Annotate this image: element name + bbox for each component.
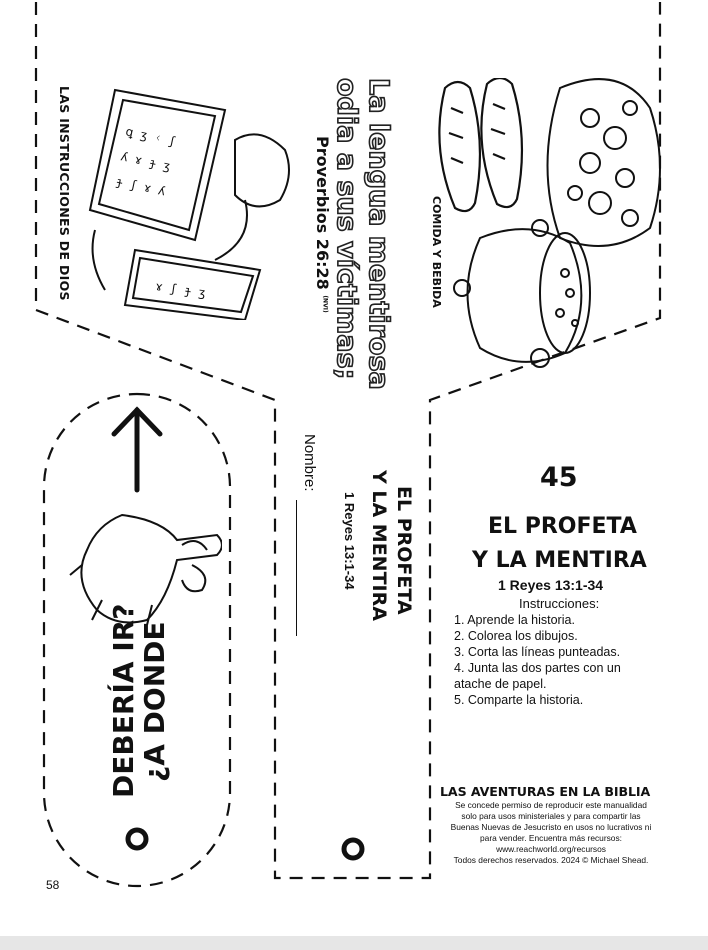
- bottom-scan-edge: [0, 936, 708, 950]
- verse-reference: [313, 136, 332, 313]
- verse-ref-text: Proverbios 26:28: [313, 136, 332, 290]
- svg-text:ɟ ʃ ɤ ʎ: ɟ ʃ ɤ ʎ: [114, 174, 167, 199]
- credits-line: solo para usos ministeriales y para compartir las: [461, 811, 641, 821]
- credits-line: Todos derechos reservados. 2024 © Michael Shead.: [453, 855, 649, 865]
- fastener-hole-left: [124, 826, 150, 852]
- credits-line: Se concede permiso de reproducir este manualidad: [455, 800, 647, 810]
- instruction-item: 1. Aprende la historia.: [454, 613, 575, 627]
- where-should-i-go-line1: ¿A DONDE: [138, 621, 171, 782]
- instruction-item: 5. Comparte la historia.: [454, 693, 584, 707]
- instruction-item: 4. Junta las dos partes con un: [454, 661, 621, 675]
- credits-block: [438, 800, 664, 866]
- up-arrow-icon: [108, 402, 166, 494]
- svg-text:ꝗ ʒ ᚲ ʃ: ꝗ ʒ ᚲ ʃ: [124, 124, 178, 149]
- middle-title-line1: EL PROFETA: [393, 486, 415, 615]
- name-label: Nombre:: [301, 434, 318, 492]
- fastener-hole-middle: [340, 836, 366, 862]
- series-title: LAS AVENTURAS EN LA BIBLIA: [440, 784, 651, 799]
- page-number: 58: [46, 878, 60, 892]
- credits-line: www.reachworld.org/recursos: [496, 844, 606, 854]
- credits-line: para vender. Encuentra más recursos:: [480, 833, 622, 843]
- middle-title-line2: Y LA MENTIRA: [368, 470, 390, 621]
- instructions-list: [454, 612, 674, 708]
- instructions-heading: Instrucciones:: [519, 596, 600, 611]
- verse-line-1: La lengua mentirosa: [363, 78, 394, 390]
- name-line[interactable]: [296, 500, 297, 636]
- verse-version: (NVI): [321, 295, 329, 313]
- middle-reference: 1 Reyes 13:1-34: [342, 492, 357, 590]
- moses-tablets-illustration: [85, 80, 305, 320]
- cover-reference: 1 Reyes 13:1-34: [498, 577, 604, 593]
- where-should-i-go-line2: DEBERÍA IR?: [107, 603, 140, 798]
- man-on-donkey-illustration: [62, 505, 222, 635]
- food-label: COMIDA Y BEBIDA: [430, 196, 443, 308]
- svg-text:ɤ ʃ ɟ ʒ: ɤ ʃ ɟ ʒ: [154, 279, 207, 301]
- lesson-number: 45: [540, 462, 578, 493]
- cover-title-line2: Y LA MENTIRA: [472, 548, 647, 573]
- instruction-item: atache de papel.: [454, 677, 547, 691]
- instruction-item: 2. Colorea los dibujos.: [454, 629, 578, 643]
- verse-line-2: odia a sus víctimas;: [331, 78, 362, 380]
- cooking-pot-illustration: [450, 218, 610, 373]
- credits-line: Buenas Nuevas de Jesucristo en usos no lucrativos ni: [450, 822, 652, 832]
- instruction-item: 3. Corta las líneas punteadas.: [454, 645, 621, 659]
- instructions-label: LAS INSTRUCCIONES DE DIOS: [57, 86, 72, 301]
- svg-text:ʎ ɤ ɟ ʒ: ʎ ɤ ɟ ʒ: [119, 149, 172, 174]
- cover-title-line1: EL PROFETA: [488, 514, 637, 539]
